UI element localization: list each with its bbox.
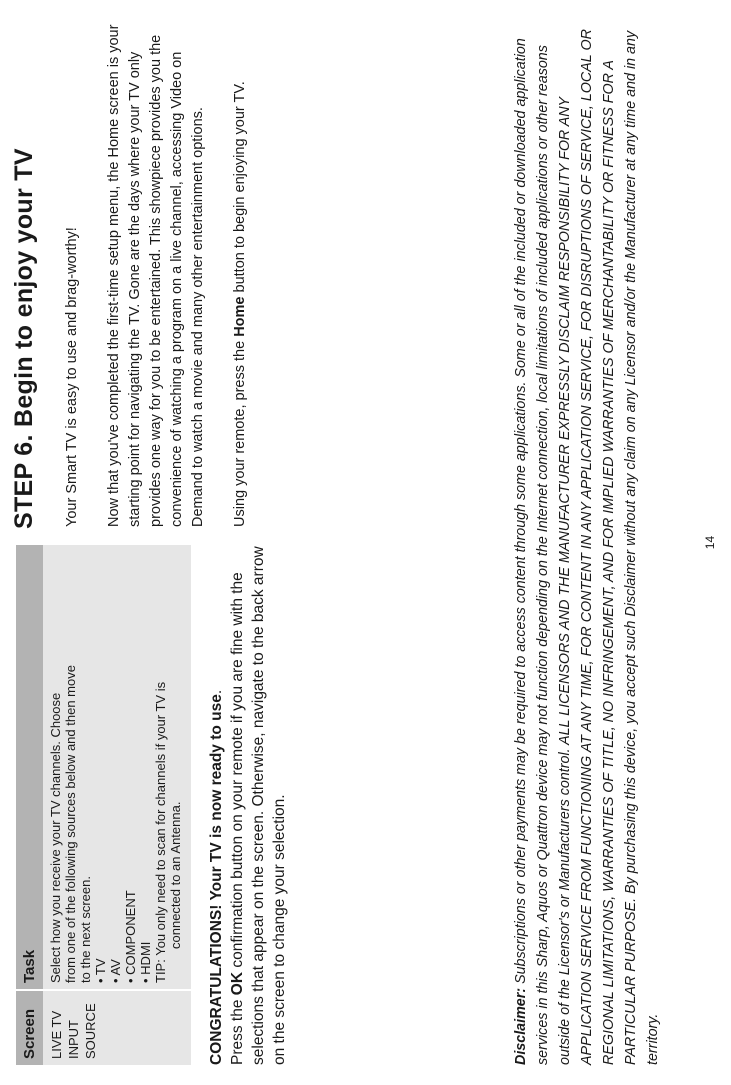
screen-cell [43, 990, 191, 1065]
task-intro-line: from one of the following sources below and then move [63, 665, 78, 983]
setup-table [16, 545, 191, 1065]
ok-button-label: OK [229, 971, 246, 996]
disclaimer-label: Disclaimer: [513, 987, 529, 1065]
home-screen-paragraph: Now that you've completed the first-time setup menu, the Home screen is your starting point for navigating the TV. Gone are the days where your TV only provides one way for you to be entertained. This showpiece provides you the convenience of watching a program on a live channel, accessing Video on Demand to watch a movie and many other entertainment options. [106, 24, 206, 527]
task-intro-line: Select how you receive your TV channels. Choose [48, 692, 63, 983]
source-item-component: • COMPONENT [123, 551, 138, 983]
step-title: STEP 6. Begin to enjoy your TV [10, 148, 38, 529]
source-item-tv: • TV [93, 551, 108, 983]
congratulations-heading-text: CONGRATULATIONS! Your TV is now ready to use [208, 694, 225, 1065]
screen-input: INPUT [66, 1020, 81, 1059]
home-button-label: Home [232, 296, 248, 337]
screen-source: SOURCE [83, 1003, 98, 1059]
source-item-av: • AV [108, 551, 123, 983]
disclaimer [510, 3, 664, 1065]
congratulations-block [206, 545, 290, 1065]
tip-text-continued: connected to an Antenna. [168, 801, 183, 949]
congratulations-heading [206, 545, 227, 1065]
intro-paragraph: Your Smart TV is easy to use and brag-worthy! [64, 227, 80, 527]
screen-live-tv: LIVE TV [49, 1010, 64, 1059]
disclaimer-text: Subscriptions or other payments may be required to access content through some applications. Some or all of the included or downloaded application services in this Sharp, Aquos or Quattron device may not function depending on the Internet connection, local limitations of included applications or other reasons outside of the Licensor's or Manufacturers control. ALL LICENSORS AND THE MANUFACTURER EXPRESSLY DISCLAIM RESPONSIBILITY FOR ANY APPLICATION SERVICE FROM FUNCTIONING AT ANY TIME, FOR CONTENT IN ANY APPLICATION SERVICE, FOR DISRUPTIONS OF SERVICE, LOCAL OR REGIONAL LIMITATIONS, WARRANTIES OF TITLE, NO INFRINGEMENT, AND FOR IMPLIED WARRANTIES OF MERCHANTABILITY OR FITNESS FOR A PARTICULAR PURPOSE. By purchasing this device, you accept such Disclaimer without any claim on any Licensor and/or the Manufacturer at any time and in any territory. [513, 29, 661, 1065]
congrats-body-end: confirmation button on your remote if you are fine with the selections that appear on the screen. Otherwise, navigate to the back arrow on the screen to change your selection. [229, 546, 288, 1065]
tip-text: TIP: You only need to scan for channels if your TV is [153, 681, 168, 983]
congratulations-body [227, 545, 290, 1065]
task-intro-line: to the next screen. [78, 876, 93, 983]
remote-text-start: Using your remote, press the [232, 336, 248, 527]
task-cell [43, 545, 191, 990]
table-row [43, 545, 191, 1065]
congratulations-heading-period: . [208, 689, 225, 695]
header-screen: Screen [16, 990, 43, 1065]
page-number: 14 [703, 535, 717, 550]
table-header-row [16, 545, 43, 1065]
remote-paragraph [230, 7, 251, 527]
congrats-body-start: Press the [229, 995, 246, 1065]
remote-text-end: button to begin enjoying your TV. [232, 81, 248, 297]
header-task: Task [16, 545, 43, 990]
source-item-hdmi: • HDMI [138, 551, 153, 983]
step-body [62, 7, 272, 527]
